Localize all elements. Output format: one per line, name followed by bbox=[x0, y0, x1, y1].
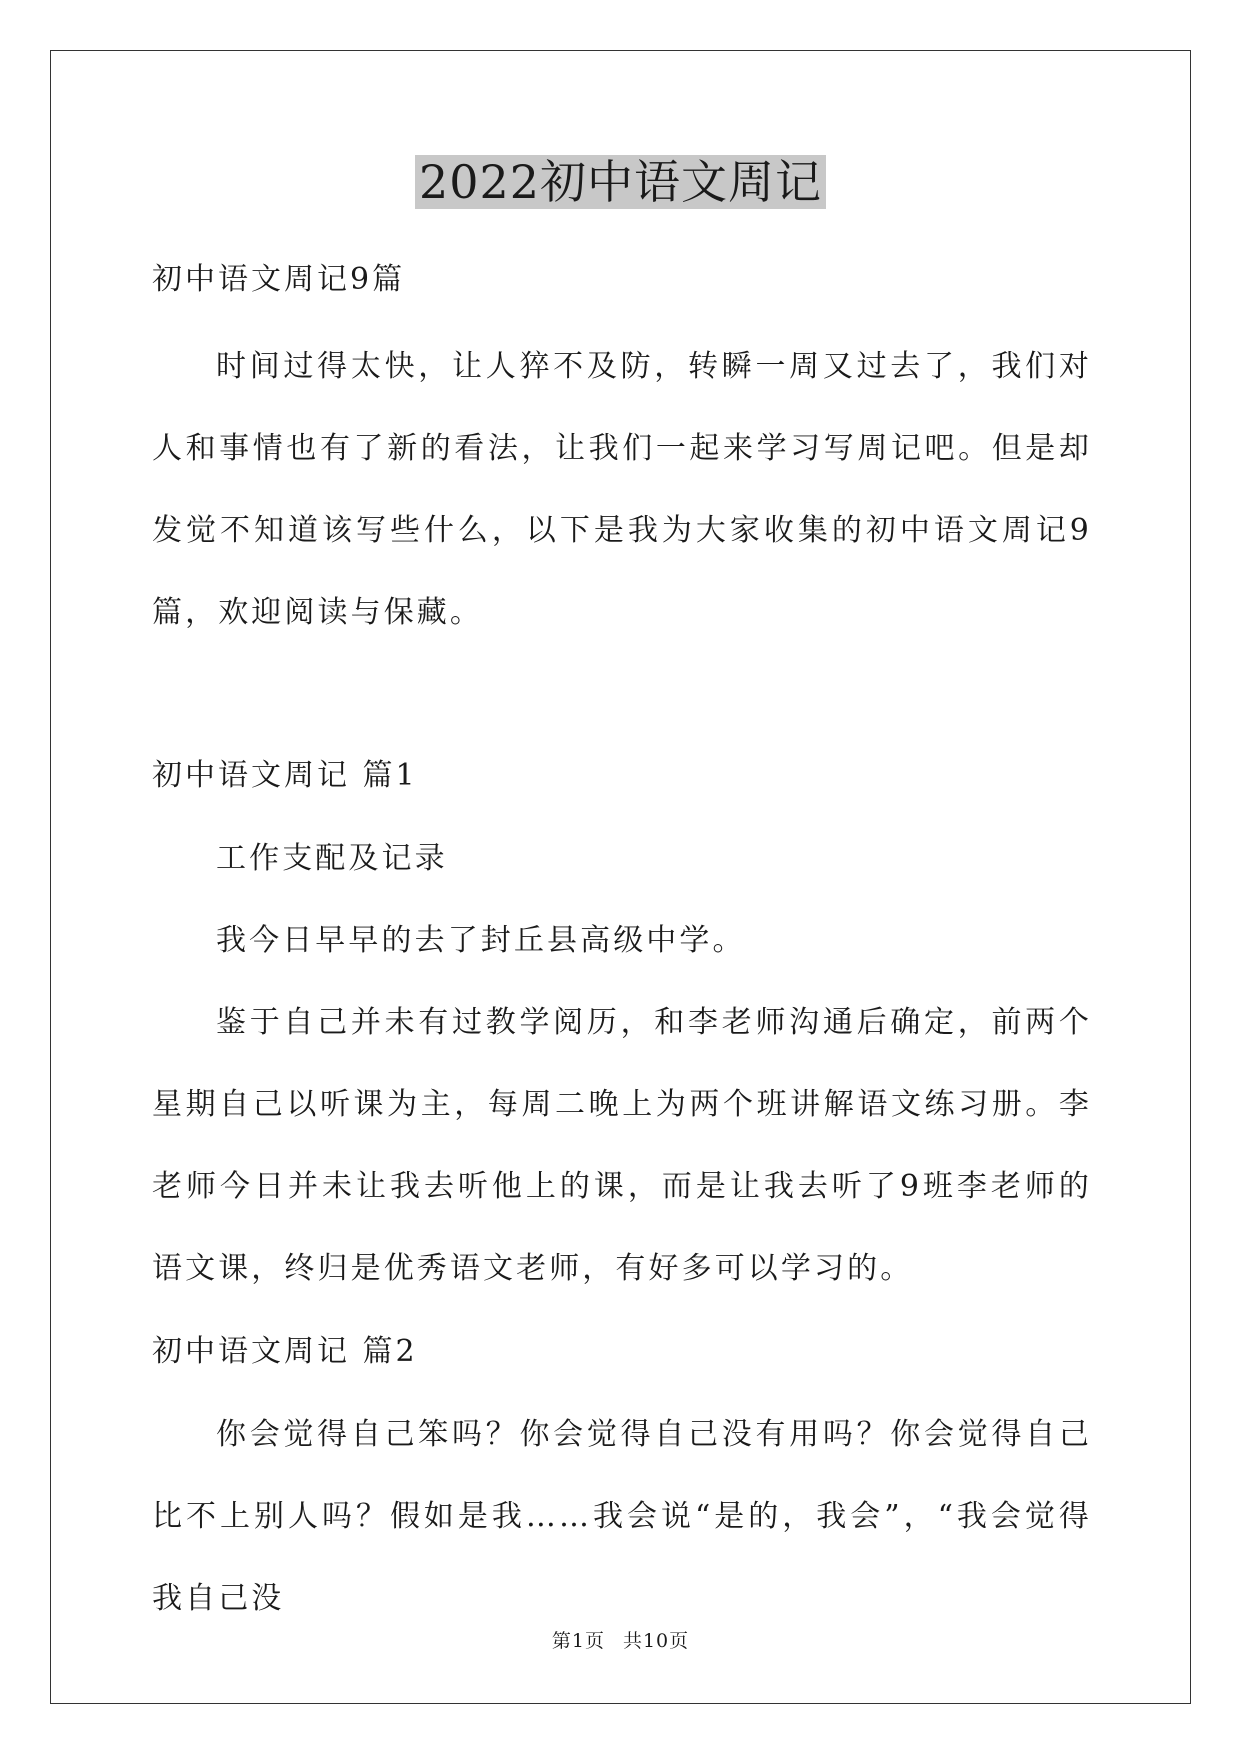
section-1-paragraph: 鉴于自己并未有过教学阅历，和李老师沟通后确定，前两个星期自己以听课为主，每周二晚上为两个班讲解语文练习册。李老师今日并未让我去听他上的课，而是让我去听了9班李老师的语文课，终归是优秀语文老师，有好多可以学习的。 bbox=[152, 1005, 1092, 1286]
document-subtitle: 初中语文周记9篇 bbox=[152, 262, 406, 297]
page-total: 共10页 bbox=[622, 1630, 690, 1652]
section-2-paragraph: 你会觉得自己笨吗？你会觉得自己没有用吗？你会觉得自己比不上别人吗？假如是我……我会说“是的，我会”，“我会觉得我自己没 bbox=[152, 1417, 1092, 1616]
section-1-line-2: 我今日早早的去了封丘县高级中学。 bbox=[216, 923, 746, 958]
document-title-text: 2022初中语文周记 bbox=[415, 155, 826, 209]
page-number: 第1页 bbox=[551, 1630, 605, 1652]
document-body bbox=[152, 238, 1092, 1640]
section-2-heading: 初中语文周记 篇2 bbox=[152, 1334, 418, 1369]
intro-paragraph: 时间过得太快，让人猝不及防，转瞬一周又过去了，我们对人和事情也有了新的看法，让我们一起来学习写周记吧。但是却发觉不知道该写些什么，以下是我为大家收集的初中语文周记9篇，欢迎阅读与保藏。 bbox=[152, 349, 1092, 630]
section-1-line-1: 工作支配及记录 bbox=[216, 841, 448, 876]
document-title bbox=[0, 152, 1241, 212]
section-1-heading: 初中语文周记 篇1 bbox=[152, 758, 418, 793]
page-footer bbox=[0, 1626, 1241, 1653]
